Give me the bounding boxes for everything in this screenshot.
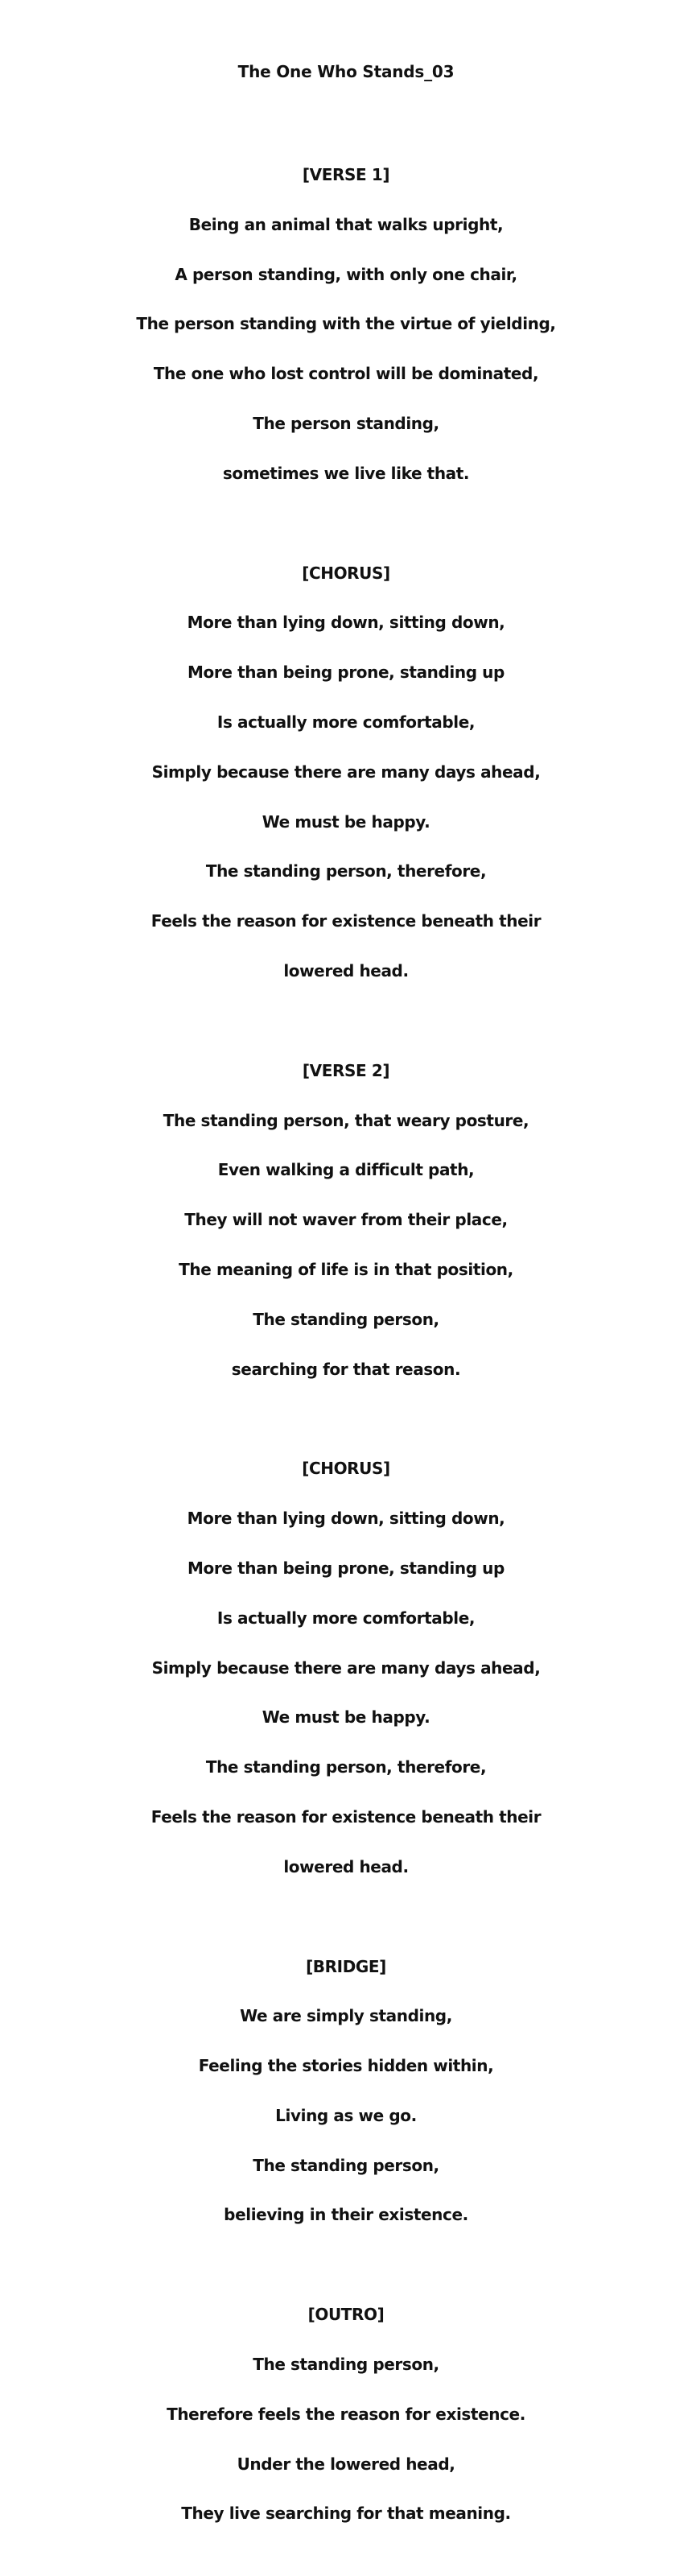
lyric-line: Is actually more comfortable,: [216, 1608, 476, 1628]
lyric-line: Under the lowered head,: [237, 2454, 455, 2474]
lyric-line: The standing person,: [253, 2355, 439, 2375]
lyric-line: lowered head.: [283, 960, 409, 980]
lyric-line: We must be happy.: [262, 811, 430, 832]
lyrics-section: [0, 1942, 692, 2241]
section-label: [CHORUS]: [302, 1459, 390, 1479]
lyric-line: Therefore feels the reason for existence.: [167, 2404, 525, 2424]
lyrics-section: [0, 549, 692, 997]
lyric-line: The standing person, that weary posture,: [163, 1110, 529, 1130]
lyric-line: Even walking a difficult path,: [217, 1160, 475, 1180]
lyric-line: Simply because there are many days ahead,: [151, 1657, 541, 1678]
lyric-line: Feels the reason for existence beneath their: [150, 911, 542, 931]
lyric-line: A person standing, with only one chair,: [175, 264, 517, 284]
lyric-line: Simply because there are many days ahead,: [151, 762, 541, 782]
lyric-line: More than being prone, standing up: [187, 663, 505, 683]
lyric-line: The standing person,: [253, 2155, 439, 2175]
lyric-line: More than being prone, standing up: [187, 1558, 505, 1578]
lyric-line: Feels the reason for existence beneath their: [150, 1806, 542, 1827]
lyric-line: Being an animal that walks upright,: [188, 214, 504, 234]
lyrics-section: [0, 1444, 692, 1892]
lyric-line: sometimes we live like that.: [222, 463, 470, 483]
lyric-line: Is actually more comfortable,: [216, 712, 476, 732]
lyric-line: lowered head.: [283, 1856, 409, 1876]
lyric-line: They will not waver from their place,: [184, 1210, 508, 1230]
lyric-line: More than lying down, sitting down,: [187, 613, 505, 633]
lyric-line: We are simply standing,: [240, 2006, 452, 2026]
lyrics-section: [0, 2290, 692, 2539]
lyric-line: believing in their existence.: [224, 2205, 468, 2225]
lyric-line: The standing person,: [253, 1309, 439, 1329]
lyric-line: The standing person, therefore,: [205, 861, 487, 881]
lyrics-section: [0, 1046, 692, 1395]
page-title: The One Who Stands_03: [237, 62, 455, 81]
lyric-line: The standing person, therefore,: [205, 1757, 487, 1777]
lyric-line: Living as we go.: [275, 2105, 417, 2125]
lyric-line: The meaning of life is in that position,: [179, 1259, 513, 1279]
lyric-line: The one who lost control will be dominated,: [153, 364, 539, 384]
lyric-line: We must be happy.: [262, 1707, 430, 1728]
lyrics-section: [0, 151, 692, 499]
lyric-line: The person standing,: [253, 413, 439, 433]
lyrics-body: [0, 151, 692, 2539]
lyric-line: They live searching for that meaning.: [181, 2504, 511, 2524]
section-label: [VERSE 2]: [302, 1060, 390, 1080]
section-label: [CHORUS]: [302, 563, 390, 583]
lyric-line: searching for that reason.: [231, 1359, 461, 1379]
section-label: [VERSE 1]: [302, 165, 390, 184]
section-label: [BRIDGE]: [306, 1956, 386, 1976]
section-label: [OUTRO]: [307, 2305, 385, 2325]
lyric-line: The person standing with the virtue of yielding,: [136, 314, 556, 334]
lyric-line: More than lying down, sitting down,: [187, 1509, 505, 1529]
lyric-line: Feeling the stories hidden within,: [198, 2056, 494, 2076]
